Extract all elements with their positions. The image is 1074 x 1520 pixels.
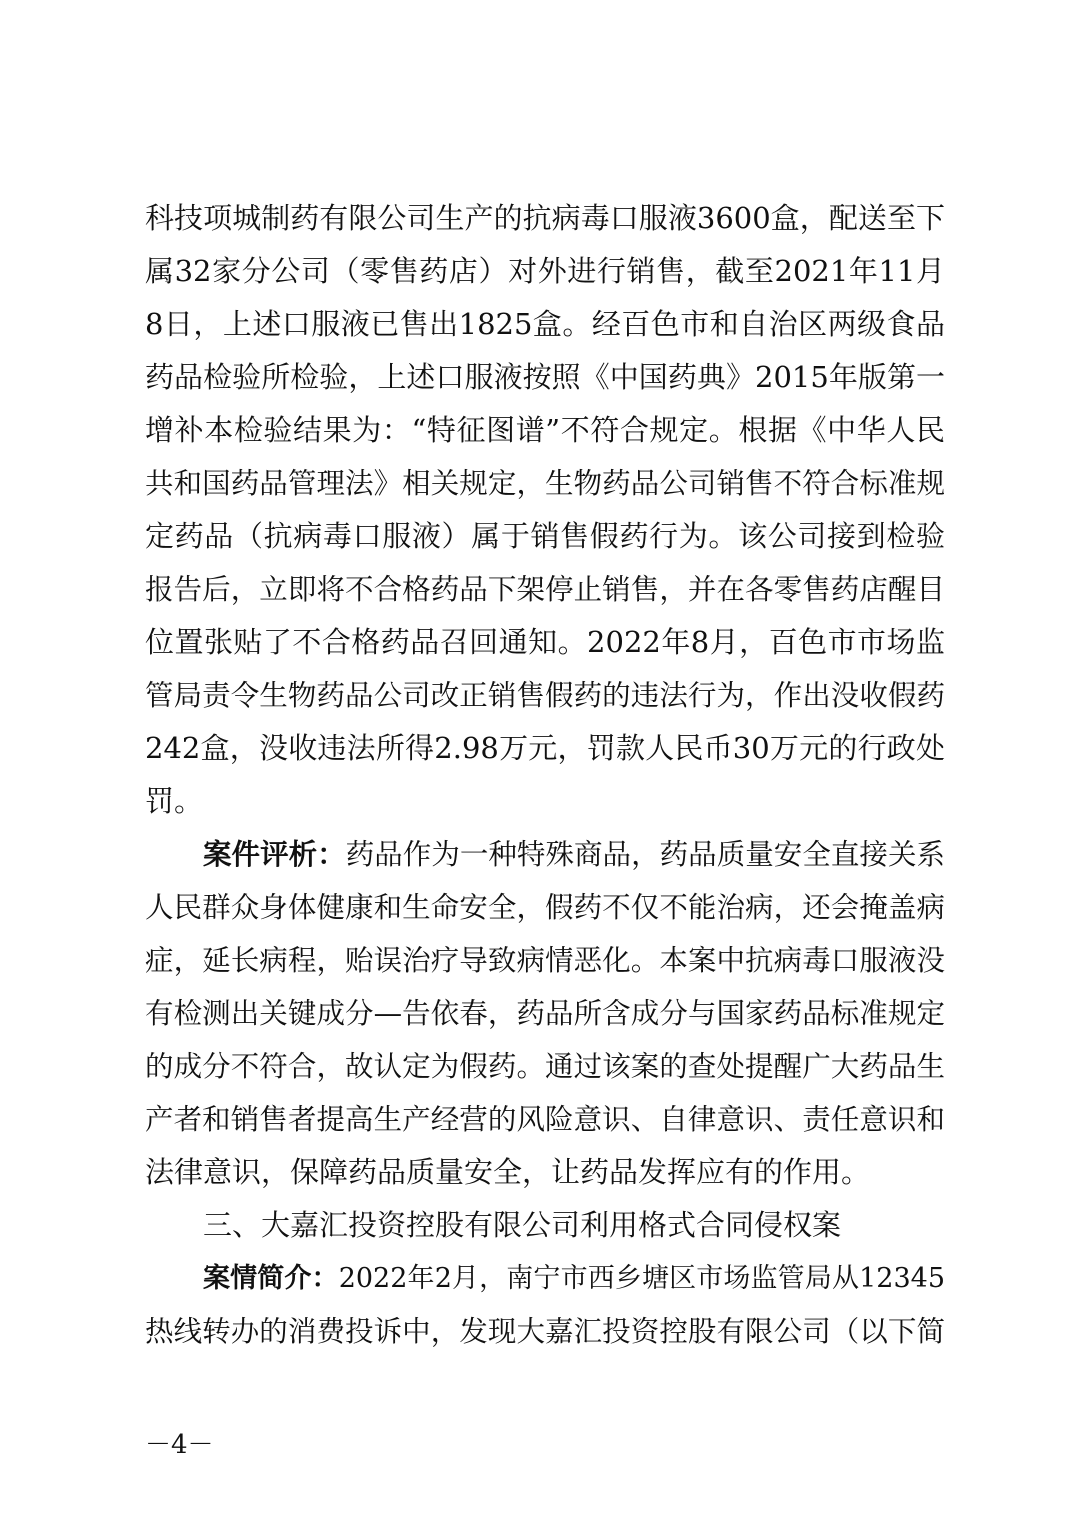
text-line: 人民群众身体健康和生命安全，假药不仅不能治病，还会掩盖病 xyxy=(145,891,945,924)
text-line: 增补本检验结果为：“特征图谱”不符合规定。根据《中华人民 xyxy=(145,413,945,447)
page-number: －4－ xyxy=(145,1430,214,1460)
text-line: 管局责令生物药品公司改正销售假药的违法行为，作出没收假药 xyxy=(145,679,945,712)
text-line: 位置张贴了不合格药品召回通知。2022年8月，百色市市场监 xyxy=(145,625,945,659)
text-line: 属32家分公司（零售药店）对外进行销售，截至2021年11月 xyxy=(145,254,945,288)
text-line: 共和国药品管理法》相关规定，生物药品公司销售不符合标准规 xyxy=(145,467,945,500)
text-line xyxy=(145,1252,945,1305)
text-line: 有检测出关键成分—告依春，药品所含成分与国家药品标准规定 xyxy=(145,997,945,1030)
case-intro-paragraph xyxy=(145,1252,945,1358)
body-text xyxy=(145,192,945,1358)
case-intro-first-line: 2022年2月，南宁市西乡塘区市场监管局从12345 xyxy=(338,1263,945,1294)
case-analysis-label: 案件评析： xyxy=(203,838,346,871)
text-line: 科技项城制药有限公司生产的抗病毒口服液3600盒，配送至下 xyxy=(145,201,945,235)
text-line: 法律意识，保障药品质量安全，让药品发挥应有的作用。 xyxy=(145,1155,871,1189)
text-line: 罚。 xyxy=(145,784,204,818)
text-line: 定药品（抗病毒口服液）属于销售假药行为。该公司接到检验 xyxy=(145,519,945,553)
text-line: 8日，上述口服液已售出1825盒。经百色市和自治区两级食品 xyxy=(145,307,945,341)
text-line: 药品检验所检验，上述口服液按照《中国药典》2015年版第一 xyxy=(145,360,945,394)
text-line: 热线转办的消费投诉中，发现大嘉汇投资控股有限公司（以下简 xyxy=(145,1315,945,1348)
text-line: 242盒，没收违法所得2.98万元，罚款人民币30万元的行政处 xyxy=(145,731,945,765)
text-line: 产者和销售者提高生产经营的风险意识、自律意识、责任意识和 xyxy=(145,1103,945,1136)
section-heading: 三、大嘉汇投资控股有限公司利用格式合同侵权案 xyxy=(203,1208,842,1242)
text-line: 症，延长病程，贻误治疗导致病情恶化。本案中抗病毒口服液没 xyxy=(145,944,945,977)
text-line: 的成分不符合，故认定为假药。通过该案的查处提醒广大药品生 xyxy=(145,1050,945,1083)
case-analysis-first-line: 药品作为一种特殊商品，药品质量安全直接关系 xyxy=(345,838,945,871)
case-analysis-paragraph xyxy=(145,828,945,1199)
text-line: 报告后，立即将不合格药品下架停止销售，并在各零售药店醒目 xyxy=(145,573,945,606)
case-details-paragraph xyxy=(145,192,945,828)
case-intro-label: 案情简介： xyxy=(203,1263,339,1294)
text-line xyxy=(145,828,945,881)
